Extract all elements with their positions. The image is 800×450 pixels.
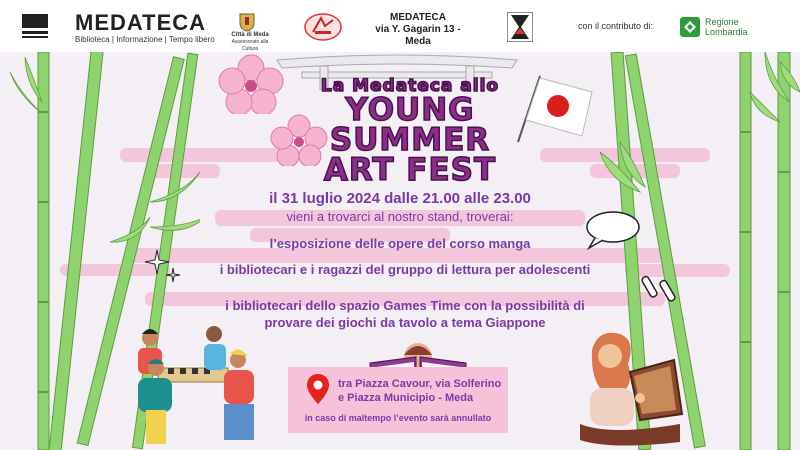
exclamation-icon — [640, 274, 686, 310]
event-item-games-line2: provare dei giochi da tavolo a tema Giappone — [264, 315, 546, 330]
poster-kicker: La Medateca allo — [320, 76, 500, 96]
location-line2: e Piazza Municipio - Meda — [338, 392, 474, 404]
citta-name: Città di Meda — [231, 32, 269, 38]
medateca-logo-icon — [22, 14, 50, 40]
poster-title-line3: ART FEST — [323, 152, 497, 188]
regione-line1: Regione — [705, 17, 739, 27]
weather-note: in caso di maltempo l’evento sarà annullato — [304, 413, 492, 423]
location-box — [288, 367, 508, 433]
address-line1: MEDATECA — [390, 12, 446, 23]
regione-line2: Lombardia — [705, 27, 748, 37]
map-pin-icon — [306, 373, 330, 405]
citta-sub: Assessorato alla Cultura — [231, 39, 269, 52]
address-line2: via Y. Gagarin 13 - — [375, 24, 461, 35]
event-item-reading-group: i bibliotecari e i ragazzi del gruppo di lettura per adolescenti — [219, 262, 591, 277]
address-line3: Meda — [405, 36, 431, 47]
artist-illustration — [570, 328, 695, 450]
location-line1: tra Piazza Cavour, via Solferino — [338, 378, 502, 390]
event-item-manga: l’esposizione delle opere del corso manga — [269, 236, 531, 251]
event-intro: vieni a trovarci al nostro stand, troverai: — [286, 209, 514, 224]
poster-title-line1: YOUNG — [345, 92, 475, 128]
contributo-label: con il contributo di: — [578, 21, 654, 31]
medateca-tagline: Biblioteca | Informazione | Tempo libero — [75, 35, 215, 44]
poster-title-line2: SUMMER — [329, 122, 491, 158]
medateca-logo-text: MEDATECA — [75, 10, 207, 35]
players-illustration — [128, 322, 278, 450]
biblioteca-logo-icon — [303, 12, 343, 42]
sponsor-bar — [0, 0, 800, 52]
poster-body — [0, 52, 800, 450]
event-date: il 31 luglio 2024 dalle 21.00 alle 23.00 — [269, 190, 531, 207]
citta-crest-icon — [239, 12, 255, 32]
regione-logo-icon — [680, 17, 702, 37]
hourglass-logo-icon — [507, 12, 533, 42]
sakura-flower-icon — [218, 54, 284, 114]
event-item-games-line1: i bibliotecari dello spazio Games Time con la possibilità di — [225, 298, 585, 313]
